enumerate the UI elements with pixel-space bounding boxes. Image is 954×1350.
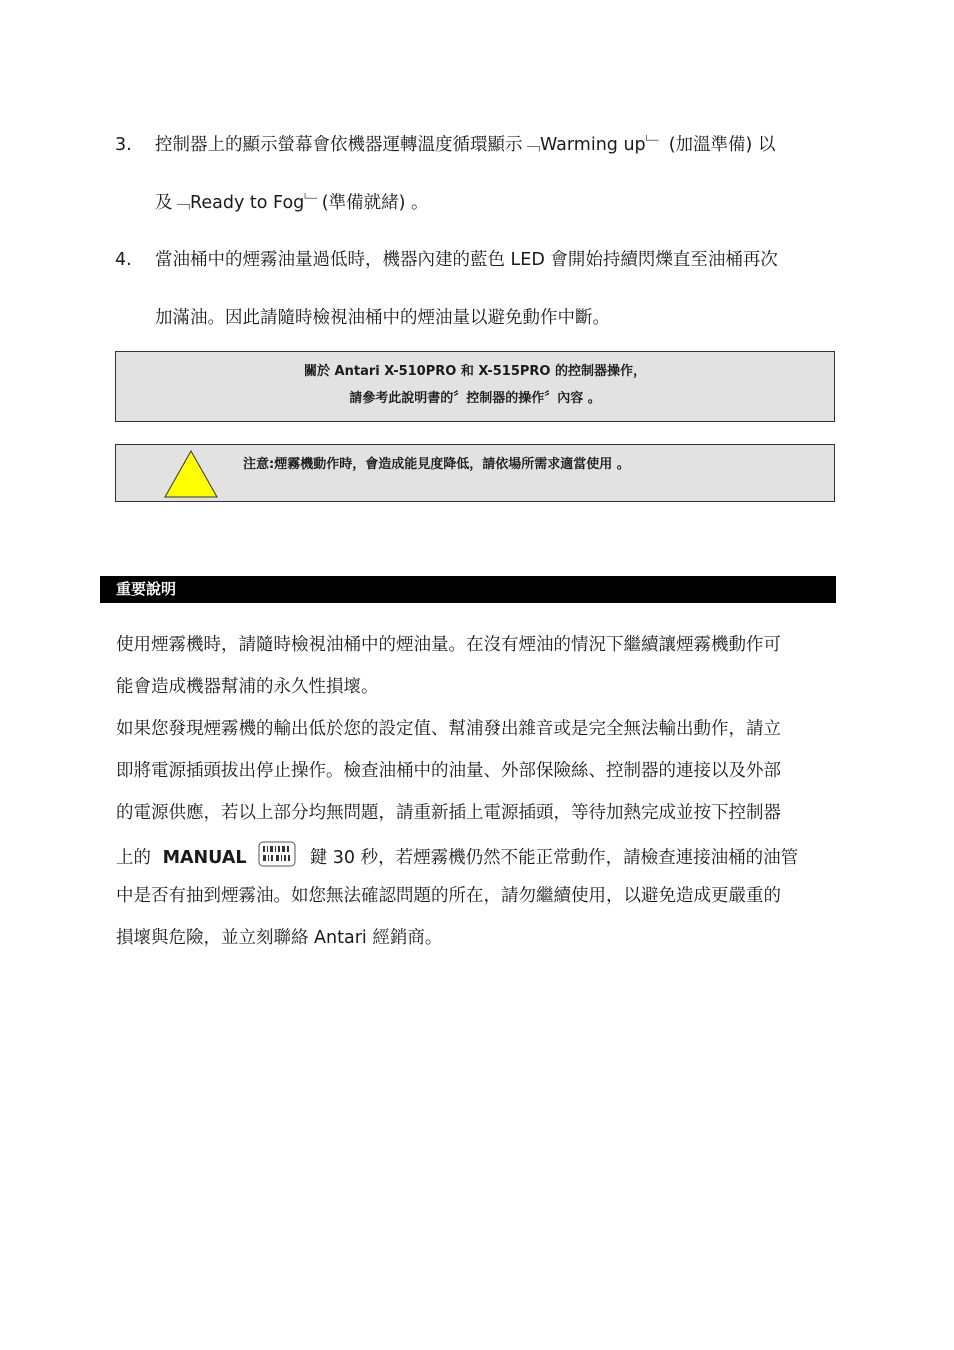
list-text-line: 加滿油。因此請隨時檢視油桶中的煙油量以避免動作中斷。: [155, 308, 610, 328]
info-box-line: 請參考此說明書的〞控制器的操作〞內容 。: [349, 391, 601, 406]
manual-suffix: 鍵 30 秒，若煙霧機仍然不能正常動作，請檢查連接油桶的油管: [309, 848, 799, 868]
body-line-manual: [116, 841, 798, 870]
body-line: 損壞與危險，並立刻聯絡 Antari 經銷商。: [116, 928, 443, 948]
info-box-line: 關於 Antari X-510PRO 和 X-515PRO 的控制器操作，: [304, 364, 646, 379]
list-number: 4.: [115, 250, 132, 270]
manual-prefix: 上的: [116, 848, 151, 868]
info-box: [115, 351, 835, 422]
list-text-line: 控制器上的顯示螢幕會依機器運轉溫度循環顯示﹁Warming up﹂ (加溫準備) 以: [155, 135, 776, 155]
warning-triangle-icon: [163, 449, 219, 499]
section-title-bar: 重要說明: [100, 576, 836, 603]
warning-text: 注意:煙霧機動作時，會造成能見度降低，請依場所需求適當使用 。: [243, 457, 630, 472]
body-line: 的電源供應，若以上部分均無問題，請重新插上電源插頭，等待加熱完成並按下控制器: [116, 803, 781, 823]
body-line: 使用煙霧機時，請隨時檢視油桶中的煙油量。在沒有煙油的情況下繼續讓煙霧機動作可: [116, 635, 781, 655]
list-text-line: 及﹁Ready to Fog﹂(準備就緒) 。: [155, 193, 429, 213]
body-line: 中是否有抽到煙霧油。如您無法確認問題的所在，請勿繼續使用，以避免造成更嚴重的: [116, 886, 781, 906]
body-line: 如果您發現煙霧機的輸出低於您的設定值、幫浦發出雜音或是完全無法輸出動作，請立: [116, 719, 781, 739]
list-text-line: 當油桶中的煙霧油量過低時，機器內建的藍色 LED 會開始持續閃爍直至油桶再次: [155, 250, 778, 270]
manual-key-icon: [258, 841, 296, 867]
warning-box: [115, 444, 835, 502]
body-line: 即將電源插頭拔出停止操作。檢查油桶中的油量、外部保險絲、控制器的連接以及外部: [116, 761, 781, 781]
manual-word: MANUAL: [162, 848, 247, 868]
list-number: 3.: [115, 135, 132, 155]
body-line: 能會造成機器幫浦的永久性損壞。: [116, 677, 379, 697]
